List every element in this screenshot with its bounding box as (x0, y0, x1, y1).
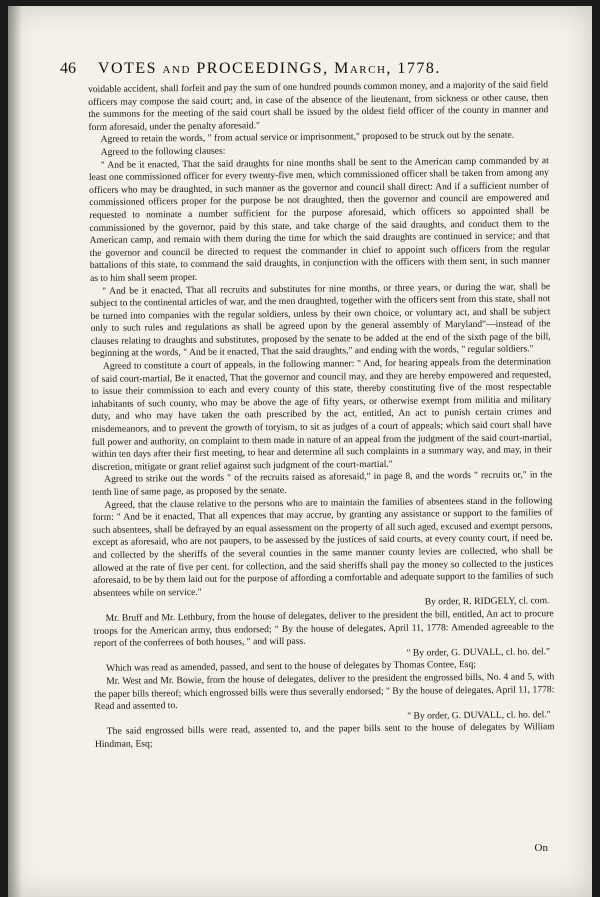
running-title: VOTES and PROCEEDINGS, March, 1778. (98, 60, 441, 77)
page-binding-shadow (8, 6, 22, 897)
signature-line: " By order, G. DUVALL, cl. ho. del." (407, 708, 551, 722)
paragraph: " And be it enacted, That the said draughts for nine months shall be sent to the American camp commanded by at least one commissioned officer for every twenty-five men, which commissioned officer shall be taken from among any officers who may be draughted, in such manner as the governor and council shall direct: And if a sufficient number of commissioned officers proper for the purpose be not draughted, then the governor and council are empowered and requested to nominate a number sufficient for the purpose aforesaid, which officers so appointed shall be commissioned by the governor, paid by this state, and take charge of the said draughts, and conduct them to the American camp, and remain with them during the time for which the said draughts are continued in service; and that the governor and council be directed to request the commander in chief to appoint such officers from the regular battalions of this state, to command the said draughts, in conjunction with the officers with them sent, in such manner as to him shall seem proper. (88, 154, 550, 284)
signature-line: By order, R. RIDGELY, cl. com. (424, 595, 550, 608)
paragraph: Mr. Bruff and Mr. Lethbury, from the house of delegates, deliver to the president the bill, entitled, An act to procure troops for the American army, thus endorsed; " By the house of delegates, April 11, 1778: Amended agreeable to the report of the conferrees of both houses, " and will pass. (93, 608, 554, 650)
signature-line: " By order, G. DUVALL, cl. ho. del." (406, 645, 551, 659)
paragraph: The said engrossed bills were read, assented to, and the paper bills sent to the house of delegates by William Hindman, Esq; (94, 721, 555, 750)
catchword: On (534, 842, 548, 854)
paragraph: Agreed, that the clause relative to the persons who are to maintain the families of absentees stand in the following form: " And be it enacted, That all expences that may accrue, by granting any assistance or support to the families of such absentees, shall be defrayed by an equal assessment on the property of all such aged, excused and exempt persons, except as aforesaid, who are not paupers, to be assessed by the justices of said courts, at every county court, if need be, and collected by the sheriffs of the several counties in the same manner county levies are collected, who shall be allowed at the rate of five per cent. for collection, and the said sheriffs shall pay the money so collected to the justices aforesaid, to be by them laid out for the purpose of affording a comfortable and adequate support to the families of such absentees while on service." (92, 494, 554, 599)
page-header (60, 60, 500, 78)
paragraph: Agreed to constitute a court of appeals, in the following manner: " And, for hearing appeals from the determination of said court-martial, Be it enacted, That the governor and council may, and they are hereby empowered and requested, to issue their commission to each and every county of this state, thereby constituting five of the most respectable inhabitants of such county, who may be above the age of fifty years, or otherwise exempt from militia and military duty, and who may have taken the oath prescribed by the act, entitled, An act to punish certain crimes and misdemeanors, and to prevent the growth of toryism, to sit as judges of a court of appeals; which said court shall have full power and authority, on complaint to them made in nature of an appeal from the judgment of the said court-martial, within ten days after their first meeting, to hear and determine all such complaints in a summary way, and may, in their discretion, mitigate or grant relief against such judgment of the court-martial." (91, 356, 552, 473)
paragraph: Agreed to strike out the words " of the recruits raised as aforesaid," in page 8, and the words " recruits or," in the tenth line of same page, as proposed by the senate. (92, 469, 553, 498)
body-text (88, 79, 555, 751)
paragraph: " And be it enacted, That all recruits and substitutes for nine months, or three years, or during the war, shall be subject to the continental articles of war, and the men draughted, together with the officers sent from this state, shall not be turned into companies with the regular soldiers, unless by their own choice, or voluntary act, and shall be subject only to such rules and regulations as shall be agreed upon by the general assembly of Maryland"—instead of the clauses relating to draughts and substitutes, proposed by the senate to be added at the end of the sixth page of the bill, beginning at the words, " And be it enacted, That the said draughts," and ending with the words, " regular soldiers." (90, 280, 551, 360)
paragraph: Agreed to the following clauses: (100, 145, 226, 158)
paragraph: Mr. West and Mr. Bowie, from the house of delegates, deliver to the president the engrossed bills, No. 4 and 5, with the paper bills thereof; which engrossed bills were thus severally endorsed; " By the house of delegates, April 11, 1778: Read and assented to. (94, 671, 555, 713)
paragraph: Which was read as amended, passed, and sent to the house of delegates by Thomas Contee, Esq; (106, 659, 477, 675)
paragraph: Agreed to retain the words, " from actual service or imprisonment," proposed to be struck out by the senate. (100, 129, 515, 146)
page-number: 46 (60, 60, 76, 77)
document-page (8, 6, 592, 897)
paragraph-continuation: voidable accident, shall forfeit and pay the sum of one hundred pounds common money, and a majority of the said field officers may compose the said court; and, in case of the absence of the lieutenant, from sickness or other cause, then the summons for the meeting of the said court shall be issued by the oldest field officer of the county in manner and form aforesaid, under the penalty aforesaid." (88, 79, 549, 133)
